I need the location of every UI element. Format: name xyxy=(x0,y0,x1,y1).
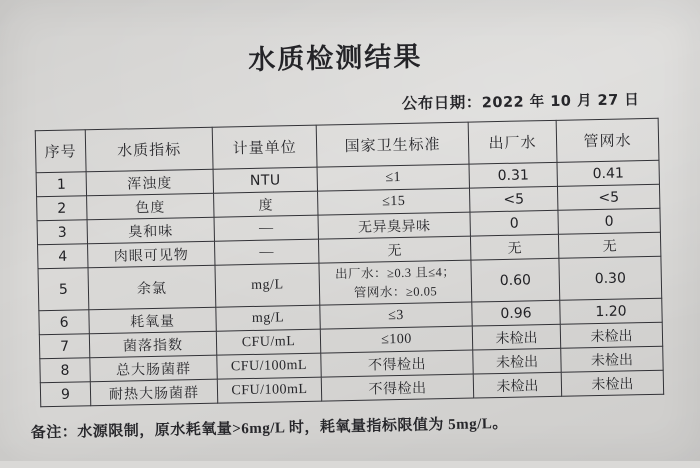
cell-no: 8 xyxy=(40,358,90,383)
footnote: 备注：水源限制，原水耗氧量>6mg/L 时，耗氧量指标限值为 5mg/L。 xyxy=(30,415,508,442)
cell-unit: — xyxy=(214,239,318,265)
cell-unit: — xyxy=(214,215,318,241)
cell-no: 9 xyxy=(40,382,90,407)
column-header-no: 序号 xyxy=(35,130,86,173)
cell-no: 3 xyxy=(37,220,87,245)
cell-no: 5 xyxy=(38,268,89,311)
cell-factory: 0 xyxy=(470,210,558,236)
column-header-indicator: 水质指标 xyxy=(85,127,213,172)
cell-factory: 0.60 xyxy=(471,258,560,302)
cell-indicator: 肉眼可见物 xyxy=(88,241,215,268)
cell-network: 1.20 xyxy=(560,298,662,324)
column-header-standard: 国家卫生标准 xyxy=(316,122,469,167)
cell-no: 2 xyxy=(37,196,87,221)
cell-standard: 无 xyxy=(318,236,470,263)
cell-standard: 出厂水：≥0.3 且≤4； 管网水：≥0.05 xyxy=(319,260,472,305)
cell-no: 1 xyxy=(36,172,86,197)
cell-factory: 0.31 xyxy=(469,162,557,188)
cell-standard: ≤1 xyxy=(317,164,469,191)
cell-network: 0.41 xyxy=(557,160,659,186)
column-header-network: 管网水 xyxy=(556,118,659,162)
cell-network: <5 xyxy=(557,184,659,210)
cell-indicator: 菌落指数 xyxy=(89,331,216,358)
cell-no: 4 xyxy=(38,244,88,269)
cell-indicator: 余氯 xyxy=(88,265,216,310)
cell-unit: mg/L xyxy=(215,263,320,307)
cell-standard: 无异臭异味 xyxy=(318,212,470,239)
publish-date-label: 公布日期： xyxy=(401,94,482,113)
cell-unit: 度 xyxy=(214,191,318,217)
cell-network: 未检出 xyxy=(560,322,662,348)
cell-standard: ≤3 xyxy=(320,302,472,329)
cell-standard: 不得检出 xyxy=(321,350,473,377)
cell-standard: 不得检出 xyxy=(321,374,473,401)
cell-no: 7 xyxy=(39,334,89,359)
cell-network: 未检出 xyxy=(561,346,663,372)
cell-factory: 0.96 xyxy=(472,300,560,326)
cell-network: 未检出 xyxy=(561,370,663,396)
cell-standard: ≤15 xyxy=(318,188,470,215)
cell-indicator: 耗氧量 xyxy=(89,307,216,334)
cell-factory: 未检出 xyxy=(472,324,560,350)
cell-standard: ≤100 xyxy=(320,326,472,353)
publish-date xyxy=(0,86,697,122)
cell-indicator: 臭和味 xyxy=(87,217,214,244)
cell-unit: CFU/100mL xyxy=(217,377,321,403)
cell-network: 0 xyxy=(558,208,660,234)
water-quality-results-table xyxy=(35,118,664,407)
document-title: 水质检测结果 xyxy=(248,41,423,76)
cell-unit: NTU xyxy=(213,167,317,193)
cell-indicator: 总大肠菌群 xyxy=(90,355,217,382)
cell-no: 6 xyxy=(39,310,89,335)
column-header-factory: 出厂水 xyxy=(468,120,557,164)
cell-indicator: 耐热大肠菌群 xyxy=(90,379,217,406)
cell-unit: CFU/100mL xyxy=(217,353,321,379)
cell-factory: <5 xyxy=(469,186,557,212)
column-header-unit: 计量单位 xyxy=(212,125,317,169)
cell-factory: 无 xyxy=(470,234,558,260)
cell-indicator: 浑浊度 xyxy=(86,169,213,196)
cell-unit: CFU/mL xyxy=(216,329,320,355)
cell-network: 无 xyxy=(558,232,660,258)
publish-date-value: 2022 年 10 月 27 日 xyxy=(481,92,640,112)
cell-network: 0.30 xyxy=(559,256,662,300)
cell-indicator: 色度 xyxy=(87,193,214,220)
cell-factory: 未检出 xyxy=(473,372,561,398)
cell-unit: mg/L xyxy=(216,305,320,331)
cell-factory: 未检出 xyxy=(473,348,561,374)
